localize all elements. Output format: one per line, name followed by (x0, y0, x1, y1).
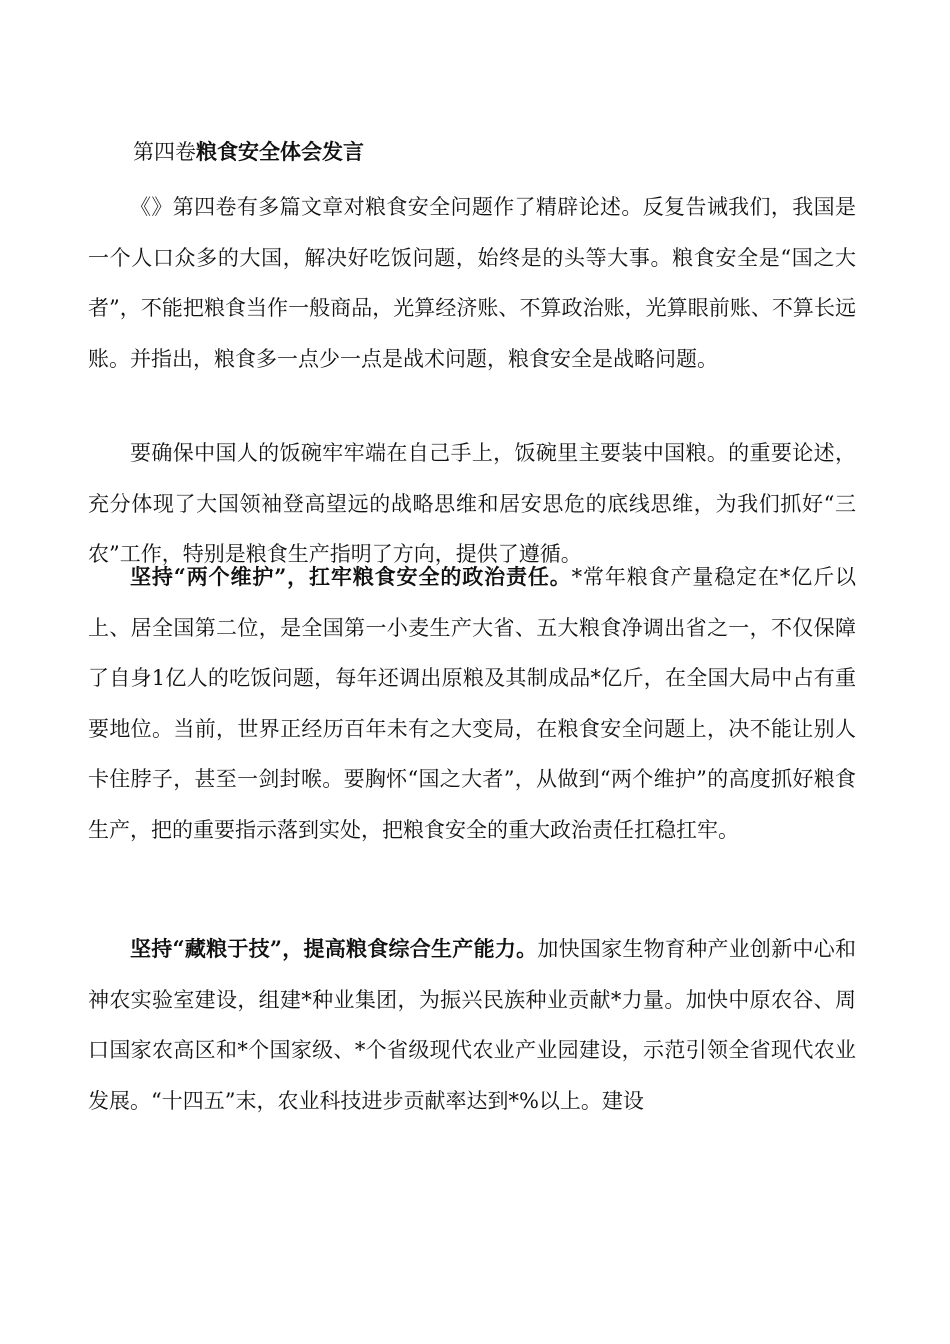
document-title (133, 133, 364, 171)
paragraph-2-text: 要确保中国人的饭碗牢牢端在自己手上，饭碗里主要装中国粮。的重要论述，充分体现了大国领袖登高望远的战略思维和居安思危的底线思维，为我们抓好“三农”工作，特别是粮食生产指明了方向，提供了遵循。 (88, 441, 856, 566)
paragraph-1 (88, 182, 856, 384)
title-prefix: 第四卷 (133, 140, 196, 164)
paragraph-4-text: 加快国家生物育种产业创新中心和神农实验室建设，组建*种业集团，为振兴民族种业贡献*力量。加快中原农谷、周口国家农高区和*个国家级、*个省级现代农业产业园建设，示范引领全省现代农业发展。“十四五”末，农业科技进步贡献率达到*%以上。建设 (88, 937, 856, 1113)
paragraph-3 (88, 552, 856, 855)
title-bold: 粮食安全体会发言 (196, 139, 364, 164)
paragraph-1-text: 《》第四卷有多篇文章对粮食安全问题作了精辟论述。反复告诫我们，我国是一个人口众多的大国，解决好吃饭问题，始终是的头等大事。粮食安全是“国之大者”，不能把粮食当作一般商品，光算经济账、不算政治账，光算眼前账、不算长远账。并指出，粮食多一点少一点是战术问题，粮食安全是战略问题。 (88, 195, 856, 371)
paragraph-3-text: *常年粮食产量稳定在*亿斤以上、居全国第二位，是全国第一小麦生产大省、五大粮食净调出省之一，不仅保障了自身1亿人的吃饭问题，每年还调出原粮及其制成品*亿斤，在全国大局中占有重要地位。当前，世界正经历百年未有之大变局，在粮食安全问题上，决不能让别人卡住脖子，甚至一剑封喉。要胸怀“国之大者”，从做到“两个维护”的高度抓好粮食生产，把的重要指示落到实处，把粮食安全的重大政治责任扛稳扛牢。 (88, 565, 856, 842)
paragraph-4-lead: 坚持“藏粮于技”，提高粮食综合生产能力。 (130, 936, 538, 961)
paragraph-4 (88, 924, 856, 1126)
paragraph-3-lead: 坚持“两个维护”，扛牢粮食安全的政治责任。 (130, 564, 572, 589)
